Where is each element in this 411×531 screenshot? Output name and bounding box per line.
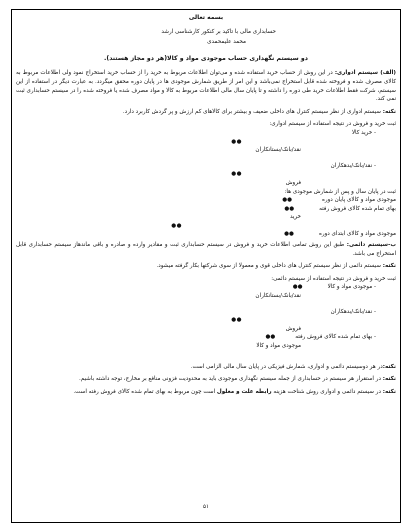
perpetual-title: ب-سیستم دائمی: xyxy=(346,242,396,249)
final-note-1: نکته:در هر دوسیستم دائمی و ادواری، شمارش فیزیکی در پایان سال مالی الزامی است. xyxy=(190,363,396,370)
journal-line: - موجودی مواد و کالا●● xyxy=(292,284,376,291)
dots-marker: ●● xyxy=(292,284,303,291)
author-name: محمد علیمحمدی xyxy=(207,39,246,46)
journal-line: فروش xyxy=(285,179,301,186)
section-title: دو سیستم نگهداری حساب موجودی مواد و کالا(هر دو مجاز هستند). xyxy=(104,54,308,62)
journal-line: موجودی مواد و کالا xyxy=(256,343,301,349)
final-notes xyxy=(16,363,396,397)
dots-marker: ●● xyxy=(231,171,242,178)
journal-line: نقد/بانک/بستانکاران xyxy=(255,147,301,154)
journal-line: فروش xyxy=(285,325,301,332)
note-2-title: نکته: xyxy=(382,263,396,270)
journal-line: - خرید کالا xyxy=(351,129,376,136)
journal-line: بهای تمام شده کالای فروش رفته●● xyxy=(284,205,396,212)
journal-line xyxy=(16,222,396,231)
journal-line: موجودی مواد و کالای ابتدای دوره●● xyxy=(284,231,396,238)
journal-line: ثبت در پایان سال و پس از شمارش موجودی ها: xyxy=(284,188,396,195)
note-2-text: سیستم دائمی از نظر سیستم کنترل های داخلی قوی و معمولا از سوی شرکتها بکار گرفته میشود. xyxy=(156,263,383,270)
dots-marker: ●● xyxy=(231,317,242,324)
perpetual-text: طبق این روش تمامی اطلاعات خرید و فروش در سیستم حسابداری ثبت و مقادیر وارده و صادره و باقی ماندهاز سیستم حسابداری قابل استخراج می باشد. xyxy=(16,242,396,257)
journal-line: - نقد/بانک/بدهکاران xyxy=(330,162,376,169)
dots-marker: ●● xyxy=(231,138,242,145)
periodic-text: در این روش از حساب خرید استفاده شده و می‌توان اطلاعات مربوط به خرید را از حساب خرید استخراج نمود ولی اطلاعات مربوط به کالای مصرف شده و فروخته شده قابل استخراج نمی‌باشد و این امر از طریق شمارش موجودی ها در پایان دوره محقق میگردد. به عبارت دیگر در استفاده از این سیستم، شرکت فقط اطلاعات خرید طی دوره را داشته و تا پایان سال مالی اطلاعات مربوط به کالا و مواد مصرف شده یا فروخته شده را در سیستم حسابداری ثبت نمی کند. xyxy=(16,70,396,103)
journal-line xyxy=(16,138,396,147)
header-title: بسمه تعالی xyxy=(188,14,224,21)
note-1-title: نکته: xyxy=(382,108,396,115)
perpetual-paragraph xyxy=(16,241,396,258)
dots-marker: ●● xyxy=(265,334,276,341)
note-1-text: سیستم ادواری از نظر سیستم کنترل های داخلی ضعیف و بیشتر برای کالاهای کم ارزش و پر گردش کاربرد دارد. xyxy=(122,108,383,115)
journal-line: موجودی مواد و کالای پایان دوره●● xyxy=(282,197,396,204)
periodic-entries-intro: ثبت خرید و فروش در نتیجه استفاده از سیستم ادواری: xyxy=(269,121,396,128)
journal-line: نقد/بانک/بستانکاران xyxy=(255,293,301,300)
journal-line xyxy=(16,316,396,325)
dots-marker: ●● xyxy=(284,205,295,212)
periodic-title: (الف) سیستم ادواری: xyxy=(334,70,396,77)
final-note-3: نکته: در سیستم دائمی و ادواری روش شناخت هزینه رابطه علت و معلول است چون مربوط به بهای تمام شده کالای فروش رفته است. xyxy=(73,388,396,395)
journal-line: - نقد/بانک/بدهکاران xyxy=(330,308,376,315)
document-page xyxy=(16,14,396,518)
journal-line: - بهای تمام شده کالای فروش رفته●● xyxy=(265,334,376,341)
periodic-paragraph xyxy=(16,69,396,103)
periodic-entries xyxy=(16,120,396,239)
journal-line xyxy=(16,170,396,179)
perpetual-entries xyxy=(16,275,396,351)
dots-marker: ●● xyxy=(171,222,182,229)
note-1 xyxy=(16,108,396,117)
course-title: حسابداری مالی با تاکید بر کنکور کارشناسی ارشد xyxy=(161,28,276,35)
journal-line: خرید xyxy=(289,214,301,221)
perpetual-entries-intro: ثبت خرید و فروش در نتیجه استفاده از سیستم دائمی: xyxy=(271,275,396,282)
page-number: ۵۱ xyxy=(202,504,209,511)
note-2 xyxy=(16,262,396,271)
dots-marker: ●● xyxy=(284,231,294,238)
final-note-2: نکته: در استقرار هر سیستم در حسابداری از جمله سیستم نگهداری موجودی باید به محدودیت فزونی منافع بر مخارج، توجه داشته باشیم. xyxy=(78,376,396,383)
dots-marker: ●● xyxy=(282,197,292,204)
